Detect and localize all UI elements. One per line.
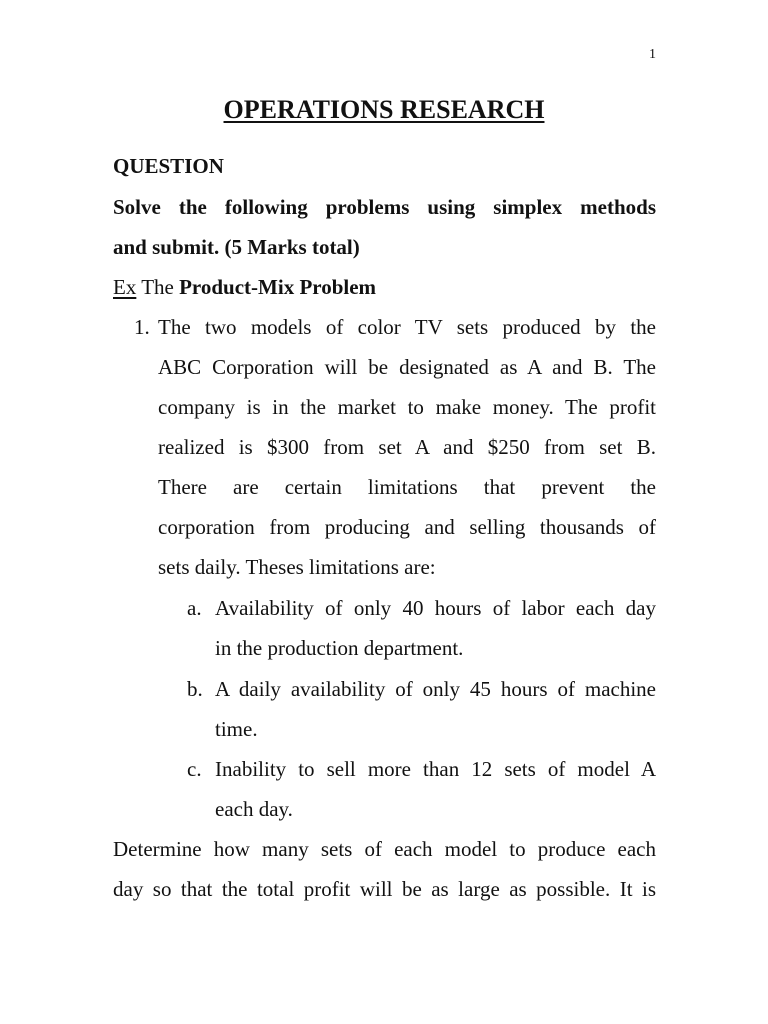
question-heading: QUESTION [113,154,224,178]
example-heading [113,267,656,307]
problem-line-2: ABC Corporation will be designated as A and B. The [158,355,656,379]
problem-line-1: The two models of color TV sets produced by the [158,315,656,339]
page-number: 1 [649,47,656,62]
example-name: Product-Mix Problem [179,275,377,299]
document-title: OPERATIONS RESEARCH [223,95,545,124]
instruction-line-1: Solve the following problems using simplex methods [113,195,656,219]
limitation-c-line-2: each day. [215,797,293,821]
limitation-a-letter: a. [187,596,202,620]
limitation-a-line-2: in the production department. [215,636,464,660]
conclusion-line-2: day so that the total profit will be as large as possible. It is [113,877,656,901]
problem-number: 1. [134,315,150,339]
limitation-b-line-1: A daily availability of only 45 hours of machine [215,677,656,701]
problem-line-7: sets daily. Theses limitations are: [158,555,436,579]
conclusion-line-1: Determine how many sets of each model to produce each [113,837,656,861]
instruction-line-2: and submit. (5 Marks total) [113,235,360,259]
problem-line-3: company is in the market to make money. The profit [158,395,656,419]
example-label: The [141,275,180,299]
problem-line-5: There are certain limitations that prevent the [158,475,656,499]
limitation-a-line-1: Availability of only 40 hours of labor each day [215,596,656,620]
limitation-b-line-2: time. [215,717,258,741]
problem-line-6: corporation from producing and selling thousands of [158,515,656,539]
problem-line-4: realized is $300 from set A and $250 from set B. [158,435,656,459]
limitation-b-letter: b. [187,677,203,701]
limitation-c-line-1: Inability to sell more than 12 sets of model A [215,757,656,781]
example-prefix: Ex [113,275,137,299]
limitation-c-letter: c. [187,757,202,781]
